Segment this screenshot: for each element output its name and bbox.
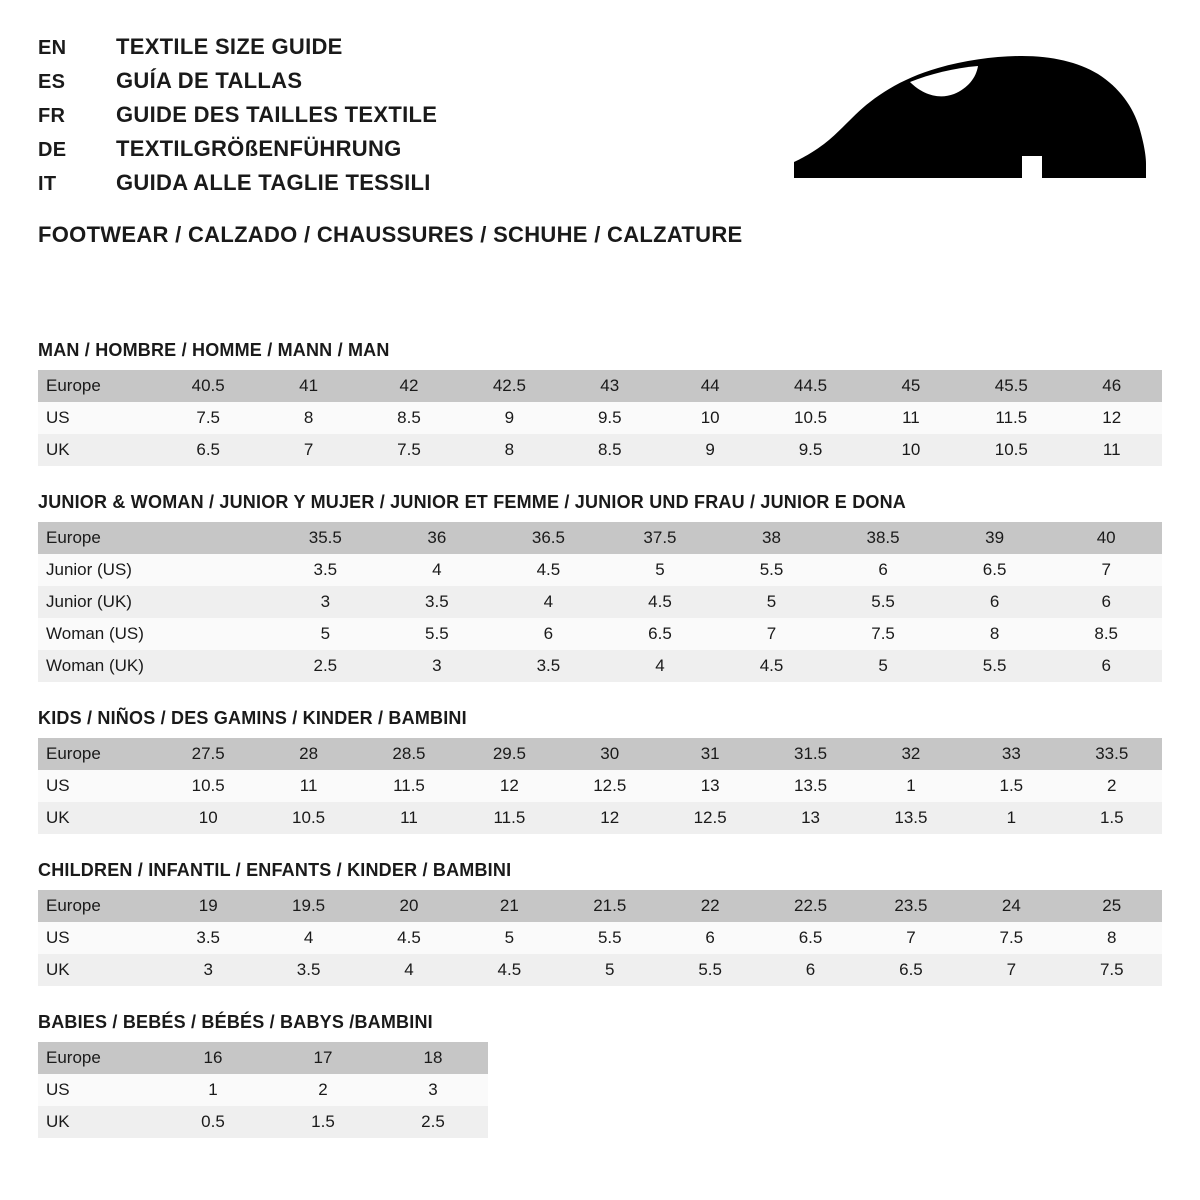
size-cell: 16 bbox=[158, 1042, 268, 1074]
size-cell: 7.5 bbox=[158, 402, 258, 434]
size-cell: 4 bbox=[359, 954, 459, 986]
size-cell: 44 bbox=[660, 370, 760, 402]
size-cell: 45 bbox=[861, 370, 961, 402]
size-cell: 1 bbox=[158, 1074, 268, 1106]
size-cell: 6 bbox=[493, 618, 605, 650]
language-title: GUÍA DE TALLAS bbox=[116, 68, 303, 93]
size-cell: 22 bbox=[660, 890, 760, 922]
size-table-title: MAN / HOMBRE / HOMME / MANN / MAN bbox=[38, 340, 390, 360]
size-cell: 10 bbox=[158, 802, 258, 834]
size-cell: 6 bbox=[827, 554, 939, 586]
size-cell: 11.5 bbox=[359, 770, 459, 802]
language-code: DE bbox=[38, 139, 67, 161]
size-cell: 10.5 bbox=[158, 770, 258, 802]
size-cell: 5 bbox=[459, 922, 559, 954]
row-label: UK bbox=[38, 802, 158, 834]
row-label: UK bbox=[38, 434, 158, 466]
size-cell: 12 bbox=[560, 802, 660, 834]
size-table-title: KIDS / NIÑOS / DES GAMINS / KINDER / BAMBINI bbox=[38, 708, 467, 728]
language-code: IT bbox=[38, 173, 57, 195]
size-cell: 8 bbox=[258, 402, 358, 434]
table-header-row bbox=[38, 522, 1162, 554]
row-label: US bbox=[38, 770, 158, 802]
size-cell: 27.5 bbox=[158, 738, 258, 770]
size-cell: 21.5 bbox=[560, 890, 660, 922]
size-cell bbox=[158, 522, 270, 554]
size-cell: 38.5 bbox=[827, 522, 939, 554]
size-cell: 7.5 bbox=[359, 434, 459, 466]
table-row bbox=[38, 434, 1162, 466]
size-table-title: JUNIOR & WOMAN / JUNIOR Y MUJER / JUNIOR ET FEMME / JUNIOR UND FRAU / JUNIOR E DONA bbox=[38, 492, 907, 512]
size-cell: 31.5 bbox=[760, 738, 860, 770]
size-cell: 7.5 bbox=[1062, 954, 1162, 986]
size-cell: 8 bbox=[1062, 922, 1162, 954]
size-cell: 44.5 bbox=[760, 370, 860, 402]
size-cell: 8 bbox=[459, 434, 559, 466]
size-cell: 4.5 bbox=[359, 922, 459, 954]
size-cell bbox=[158, 554, 270, 586]
size-cell: 5.5 bbox=[381, 618, 493, 650]
size-table bbox=[38, 522, 1162, 682]
row-label: Europe bbox=[38, 738, 158, 770]
size-cell: 4.5 bbox=[459, 954, 559, 986]
size-cell: 1.5 bbox=[1062, 802, 1162, 834]
language-code: ES bbox=[38, 71, 66, 93]
row-label: Woman (UK) bbox=[38, 650, 158, 682]
size-cell: 5.5 bbox=[660, 954, 760, 986]
size-cell: 38 bbox=[716, 522, 828, 554]
size-cell: 10.5 bbox=[961, 434, 1061, 466]
size-cell: 46 bbox=[1062, 370, 1162, 402]
size-cell: 5.5 bbox=[560, 922, 660, 954]
size-cell: 37.5 bbox=[604, 522, 716, 554]
size-cell: 7.5 bbox=[827, 618, 939, 650]
size-cell: 31 bbox=[660, 738, 760, 770]
size-cell: 13 bbox=[760, 802, 860, 834]
size-cell: 6.5 bbox=[760, 922, 860, 954]
size-cell: 13 bbox=[660, 770, 760, 802]
table-header-row bbox=[38, 1042, 488, 1074]
size-table-block bbox=[38, 860, 1162, 986]
size-cell: 18 bbox=[378, 1042, 488, 1074]
row-label: UK bbox=[38, 954, 158, 986]
row-label: Woman (US) bbox=[38, 618, 158, 650]
size-cell: 5 bbox=[270, 618, 382, 650]
size-cell: 11 bbox=[359, 802, 459, 834]
size-cell: 3 bbox=[381, 650, 493, 682]
size-cell: 5.5 bbox=[827, 586, 939, 618]
size-cell: 11.5 bbox=[961, 402, 1061, 434]
size-cell: 22.5 bbox=[760, 890, 860, 922]
size-cell: 33 bbox=[961, 738, 1061, 770]
size-cell: 8.5 bbox=[1050, 618, 1162, 650]
size-cell: 6.5 bbox=[861, 954, 961, 986]
size-cell bbox=[158, 650, 270, 682]
size-cell: 17 bbox=[268, 1042, 378, 1074]
size-cell: 3.5 bbox=[258, 954, 358, 986]
size-cell: 4.5 bbox=[493, 554, 605, 586]
size-cell: 10 bbox=[660, 402, 760, 434]
size-cell: 3 bbox=[378, 1074, 488, 1106]
table-row bbox=[38, 954, 1162, 986]
table-row bbox=[38, 618, 1162, 650]
size-cell: 30 bbox=[560, 738, 660, 770]
table-header-row bbox=[38, 370, 1162, 402]
size-cell: 21 bbox=[459, 890, 559, 922]
size-cell: 45.5 bbox=[961, 370, 1061, 402]
size-cell: 1 bbox=[961, 802, 1061, 834]
size-cell: 7 bbox=[716, 618, 828, 650]
table-header-row bbox=[38, 738, 1162, 770]
size-cell: 5.5 bbox=[716, 554, 828, 586]
table-row bbox=[38, 402, 1162, 434]
size-cell: 11 bbox=[1062, 434, 1162, 466]
size-cell: 8.5 bbox=[359, 402, 459, 434]
row-label: US bbox=[38, 922, 158, 954]
row-label: Europe bbox=[38, 890, 158, 922]
size-cell: 9 bbox=[459, 402, 559, 434]
size-cell: 29.5 bbox=[459, 738, 559, 770]
size-cell: 2 bbox=[1062, 770, 1162, 802]
size-cell: 12.5 bbox=[660, 802, 760, 834]
size-table-block bbox=[38, 708, 1162, 834]
size-cell: 8 bbox=[939, 618, 1051, 650]
size-cell: 32 bbox=[861, 738, 961, 770]
size-cell: 2 bbox=[268, 1074, 378, 1106]
size-cell: 1.5 bbox=[961, 770, 1061, 802]
size-cell: 4.5 bbox=[716, 650, 828, 682]
size-cell: 3.5 bbox=[381, 586, 493, 618]
size-cell: 7 bbox=[961, 954, 1061, 986]
size-cell: 39 bbox=[939, 522, 1051, 554]
row-label: Junior (US) bbox=[38, 554, 158, 586]
size-cell: 3.5 bbox=[493, 650, 605, 682]
size-cell bbox=[158, 618, 270, 650]
table-header-row bbox=[38, 890, 1162, 922]
language-title: TEXTILGRÖßENFÜHRUNG bbox=[116, 136, 402, 161]
size-cell: 2.5 bbox=[270, 650, 382, 682]
size-cell: 12 bbox=[1062, 402, 1162, 434]
size-table-title: BABIES / BEBÉS / BÉBÉS / BABYS /BAMBINI bbox=[38, 1012, 433, 1032]
category-title: FOOTWEAR / CALZADO / CHAUSSURES / SCHUHE / CALZATURE bbox=[38, 222, 743, 247]
size-cell: 4 bbox=[258, 922, 358, 954]
size-cell: 7 bbox=[1050, 554, 1162, 586]
size-cell: 5 bbox=[560, 954, 660, 986]
size-cell: 4.5 bbox=[604, 586, 716, 618]
language-title: TEXTILE SIZE GUIDE bbox=[116, 34, 343, 59]
size-cell: 43 bbox=[560, 370, 660, 402]
size-cell: 42.5 bbox=[459, 370, 559, 402]
size-table bbox=[38, 738, 1162, 834]
size-cell: 23.5 bbox=[861, 890, 961, 922]
size-cell: 10.5 bbox=[760, 402, 860, 434]
size-cell: 24 bbox=[961, 890, 1061, 922]
language-code: FR bbox=[38, 105, 66, 127]
size-cell: 6 bbox=[1050, 650, 1162, 682]
size-cell: 6 bbox=[1050, 586, 1162, 618]
size-cell: 1 bbox=[861, 770, 961, 802]
size-cell: 8.5 bbox=[560, 434, 660, 466]
row-label: Europe bbox=[38, 370, 158, 402]
table-row bbox=[38, 554, 1162, 586]
row-label: UK bbox=[38, 1106, 158, 1138]
row-label: Europe bbox=[38, 1042, 158, 1074]
row-label: Junior (UK) bbox=[38, 586, 158, 618]
size-cell: 7 bbox=[258, 434, 358, 466]
size-cell: 13.5 bbox=[760, 770, 860, 802]
table-row bbox=[38, 770, 1162, 802]
size-cell: 6.5 bbox=[158, 434, 258, 466]
size-cell: 12.5 bbox=[560, 770, 660, 802]
size-cell: 40 bbox=[1050, 522, 1162, 554]
table-row bbox=[38, 922, 1162, 954]
size-cell: 5.5 bbox=[939, 650, 1051, 682]
size-cell: 4 bbox=[604, 650, 716, 682]
size-cell: 10 bbox=[861, 434, 961, 466]
dress-shoe-icon bbox=[790, 52, 1150, 192]
size-cell: 6.5 bbox=[604, 618, 716, 650]
row-label: Europe bbox=[38, 522, 158, 554]
size-cell: 6 bbox=[760, 954, 860, 986]
size-cell: 33.5 bbox=[1062, 738, 1162, 770]
size-cell: 5 bbox=[604, 554, 716, 586]
size-cell: 41 bbox=[258, 370, 358, 402]
size-cell: 3.5 bbox=[158, 922, 258, 954]
size-cell: 1.5 bbox=[268, 1106, 378, 1138]
row-label: US bbox=[38, 1074, 158, 1106]
size-table-block bbox=[38, 492, 1162, 682]
size-cell: 4 bbox=[493, 586, 605, 618]
size-cell: 36 bbox=[381, 522, 493, 554]
table-row bbox=[38, 1074, 488, 1106]
size-tables bbox=[38, 340, 1162, 1138]
size-cell: 9 bbox=[660, 434, 760, 466]
size-cell: 3.5 bbox=[270, 554, 382, 586]
size-table bbox=[38, 1042, 488, 1138]
size-cell: 35.5 bbox=[270, 522, 382, 554]
size-cell: 5 bbox=[827, 650, 939, 682]
size-cell: 42 bbox=[359, 370, 459, 402]
size-cell: 40.5 bbox=[158, 370, 258, 402]
language-code: EN bbox=[38, 37, 67, 59]
size-cell: 6 bbox=[939, 586, 1051, 618]
size-cell: 28 bbox=[258, 738, 358, 770]
language-title: GUIDA ALLE TAGLIE TESSILI bbox=[116, 170, 431, 195]
size-cell: 2.5 bbox=[378, 1106, 488, 1138]
size-cell: 12 bbox=[459, 770, 559, 802]
size-cell: 7.5 bbox=[961, 922, 1061, 954]
size-cell: 10.5 bbox=[258, 802, 358, 834]
size-table-block bbox=[38, 1012, 1162, 1138]
size-cell: 11 bbox=[861, 402, 961, 434]
size-cell: 20 bbox=[359, 890, 459, 922]
size-cell: 11.5 bbox=[459, 802, 559, 834]
size-cell: 3 bbox=[158, 954, 258, 986]
size-cell: 9.5 bbox=[760, 434, 860, 466]
table-row bbox=[38, 586, 1162, 618]
size-cell: 19.5 bbox=[258, 890, 358, 922]
size-cell: 6 bbox=[660, 922, 760, 954]
language-title: GUIDE DES TAILLES TEXTILE bbox=[116, 102, 438, 127]
size-table-block bbox=[38, 340, 1162, 466]
size-cell: 3 bbox=[270, 586, 382, 618]
size-cell: 19 bbox=[158, 890, 258, 922]
size-table-title: CHILDREN / INFANTIL / ENFANTS / KINDER / BAMBINI bbox=[38, 860, 512, 880]
size-cell: 4 bbox=[381, 554, 493, 586]
size-cell: 11 bbox=[258, 770, 358, 802]
table-row bbox=[38, 1106, 488, 1138]
table-row bbox=[38, 650, 1162, 682]
size-cell: 7 bbox=[861, 922, 961, 954]
size-cell: 0.5 bbox=[158, 1106, 268, 1138]
size-table bbox=[38, 370, 1162, 466]
size-cell: 36.5 bbox=[493, 522, 605, 554]
size-cell: 13.5 bbox=[861, 802, 961, 834]
size-table bbox=[38, 890, 1162, 986]
size-cell: 9.5 bbox=[560, 402, 660, 434]
size-cell: 25 bbox=[1062, 890, 1162, 922]
size-cell: 5 bbox=[716, 586, 828, 618]
size-cell: 28.5 bbox=[359, 738, 459, 770]
size-cell bbox=[158, 586, 270, 618]
table-row bbox=[38, 802, 1162, 834]
row-label: US bbox=[38, 402, 158, 434]
size-cell: 6.5 bbox=[939, 554, 1051, 586]
